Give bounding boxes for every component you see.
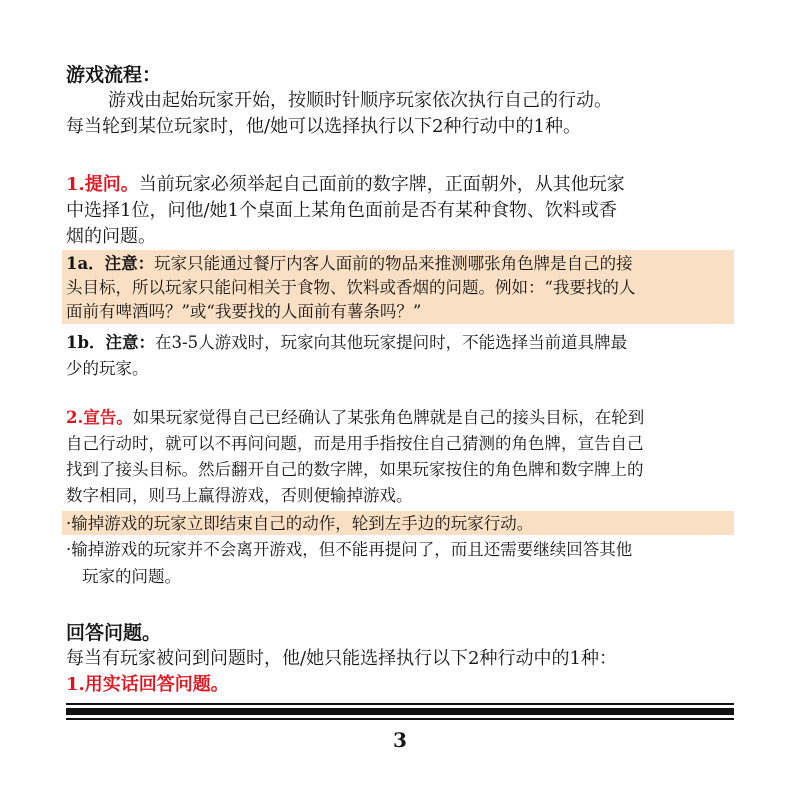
note-1a-line-3: 面前有啤酒吗？”或“我要找的人面前有薯条吗？” xyxy=(66,302,422,321)
bullet-2-line-2: 玩家的问题。 xyxy=(82,567,181,586)
note-1b xyxy=(66,330,746,382)
ask-line-3: 烟的问题。 xyxy=(66,226,156,247)
answer-option-1: 1.用实话回答问题。 xyxy=(66,674,229,695)
ask-label: 1.提问。 xyxy=(66,174,139,195)
page-number: 3 xyxy=(393,728,407,752)
answer-line-1: 每当有玩家被问到问题时，他/她只能选择执行以下2种行动中的1种： xyxy=(66,648,617,669)
declare-bullets xyxy=(66,512,746,590)
ask-line-1: 1.提问。当前玩家必须举起自己面前的数字牌，正面朝外，从其他玩家 xyxy=(66,174,625,195)
game-flow-line-1: 游戏由起始玩家开始，按顺时针顺序玩家依次执行自己的行动。 xyxy=(108,90,612,111)
declare-line-1: 2.宣告。如果玩家觉得自己已经确认了某张角色牌就是自己的接头目标，在轮到 xyxy=(66,408,645,427)
ask-line-2: 中选择1位，问他/她1个桌面上某角色面前是否有某种食物、饮料或香 xyxy=(66,200,617,221)
note-1a xyxy=(66,252,746,324)
game-flow-heading: 游戏流程： xyxy=(66,64,162,86)
answer-section xyxy=(66,620,746,698)
note-1b-label: 1b．注意： xyxy=(66,333,156,352)
declare-line-4: 数字相同，则马上赢得游戏，否则便输掉游戏。 xyxy=(66,486,413,505)
ask-section xyxy=(66,172,746,250)
note-1b-line-1: 1b．注意：在3-5人游戏时，玩家向其他玩家提问时，不能选择当前道具牌最 xyxy=(66,333,628,352)
bullet-2-line-1: ·输掉游戏的玩家并不会离开游戏，但不能再提问了，而且还需要继续回答其他 xyxy=(66,540,633,559)
declare-section xyxy=(66,405,746,509)
declare-line-3: 找到了接头目标。然后翻开自己的数字牌，如果玩家按住的角色牌和数字牌上的 xyxy=(66,460,644,479)
answer-heading: 回答问题。 xyxy=(66,622,162,644)
footer-rule-thick xyxy=(66,708,734,715)
footer-rule-thin-bottom xyxy=(66,718,734,720)
declare-label: 2.宣告。 xyxy=(66,408,133,427)
bullet-1: ·输掉游戏的玩家立即结束自己的动作，轮到左手边的玩家行动。 xyxy=(66,514,534,533)
declare-line-2: 自己行动时，就可以不再问问题，而是用手指按住自己猜测的角色牌，宣告自己 xyxy=(66,434,644,453)
note-1a-label: 1a．注意： xyxy=(66,254,155,273)
note-1a-line-1: 1a．注意：玩家只能通过餐厅内客人面前的物品来推测哪张角色牌是自己的接 xyxy=(66,254,633,273)
footer-rule-thin-top xyxy=(66,703,734,705)
note-1b-line-2: 少的玩家。 xyxy=(66,359,149,378)
game-flow-section xyxy=(66,62,746,140)
game-flow-line-2: 每当轮到某位玩家时，他/她可以选择执行以下2种行动中的1种。 xyxy=(66,116,581,137)
note-1a-line-2: 头目标，所以玩家只能问相关于食物、饮料或香烟的问题。例如：“我要找的人 xyxy=(66,278,636,297)
